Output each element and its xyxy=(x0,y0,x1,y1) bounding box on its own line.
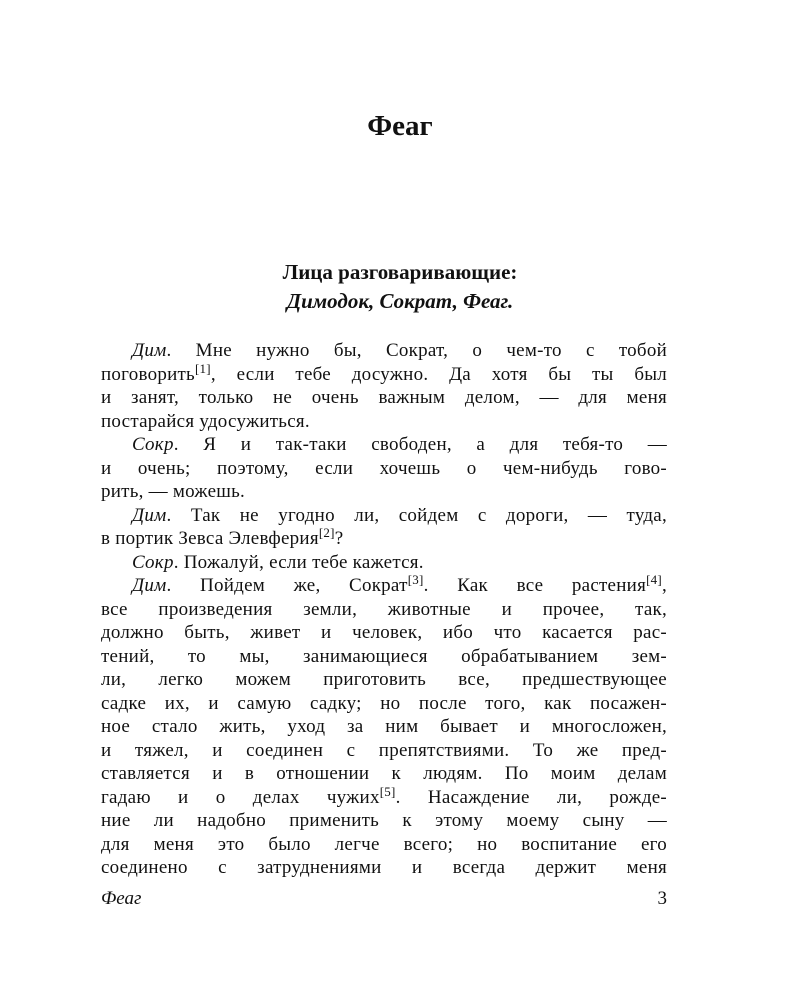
text-line: ли, легко можем приготовить все, предшествующее xyxy=(101,669,667,690)
text-line: для меня это было легче всего; но воспитание его xyxy=(101,833,667,855)
text-line: Дим. Так не угодно ли, сойдем с дороги, — туда, xyxy=(132,504,667,526)
text-line: Дим. Пойдем же, Сократ[3]. Как все растения[4], xyxy=(132,572,667,596)
text-line: Дим. Мне нужно бы, Сократ, о чем-то с тобой xyxy=(132,340,667,361)
speaker-label: Сокр xyxy=(132,551,174,573)
dialogue-text xyxy=(101,339,667,880)
text-line: и очень; поэтому, если хочешь о чем-нибудь гово- xyxy=(101,457,667,479)
text-line: поговорить[1], если тебе досужно. Да хотя бы ты был xyxy=(101,360,667,385)
page-title: Феаг xyxy=(367,110,433,142)
text-line: в портик Зевса Элевферия[2]? xyxy=(101,525,344,549)
text-line: рить, — можешь. xyxy=(101,481,246,502)
text-line: ное стало жить, уход за ним бывает и многосложен, xyxy=(101,716,667,737)
text-line: должно быть, живет и человек, ибо что касается рас- xyxy=(101,622,667,643)
text-line: ние ли надобно применить к этому моему сыну — xyxy=(101,810,667,831)
footnote-marker: [3] xyxy=(407,572,424,587)
text-line: ставляется и в отношении к людям. По моим делам xyxy=(101,763,667,784)
persons-heading: Лица разговаривающие: xyxy=(282,260,518,284)
text-line: все произведения земли, животные и прочее, так, xyxy=(101,598,667,620)
running-title: Феаг xyxy=(101,888,142,909)
text-line: постарайся удосужиться. xyxy=(101,410,310,432)
text-line: тений, то мы, занимающиеся обрабатыванием зем- xyxy=(101,645,667,667)
text-line: Сокр. Пожалуй, если тебе кажется. xyxy=(132,551,424,573)
footnote-marker: [4] xyxy=(646,572,662,587)
text-line: гадаю и о делах чужих[5]. Насаждение ли, рожде- xyxy=(101,783,667,808)
text-line: соединено с затруднениями и всегда держит меня xyxy=(101,857,667,878)
text-line: Сокр. Я и так-таки свободен, а для тебя-то — xyxy=(132,434,667,455)
footnote-marker: [5] xyxy=(379,783,396,799)
page-number: 3 xyxy=(657,888,667,909)
speaker-label: Сокр xyxy=(132,434,174,455)
speaker-label: Дим xyxy=(132,575,167,596)
speaker-label: Дим xyxy=(132,504,167,526)
text-line: и тяжел, и соединен с препятствиями. То же пред- xyxy=(101,739,667,761)
dramatis-personae xyxy=(0,258,800,316)
footnote-marker: [2] xyxy=(318,525,335,540)
text-line: садке их, и самую садку; но после того, как посажен- xyxy=(101,692,667,714)
persons-names: Димодок, Сократ, Феаг. xyxy=(286,289,514,313)
speaker-label: Дим xyxy=(132,340,167,361)
footnote-marker: [1] xyxy=(194,360,211,376)
text-line: и занят, только не очень важным делом, — для меня xyxy=(101,387,667,408)
